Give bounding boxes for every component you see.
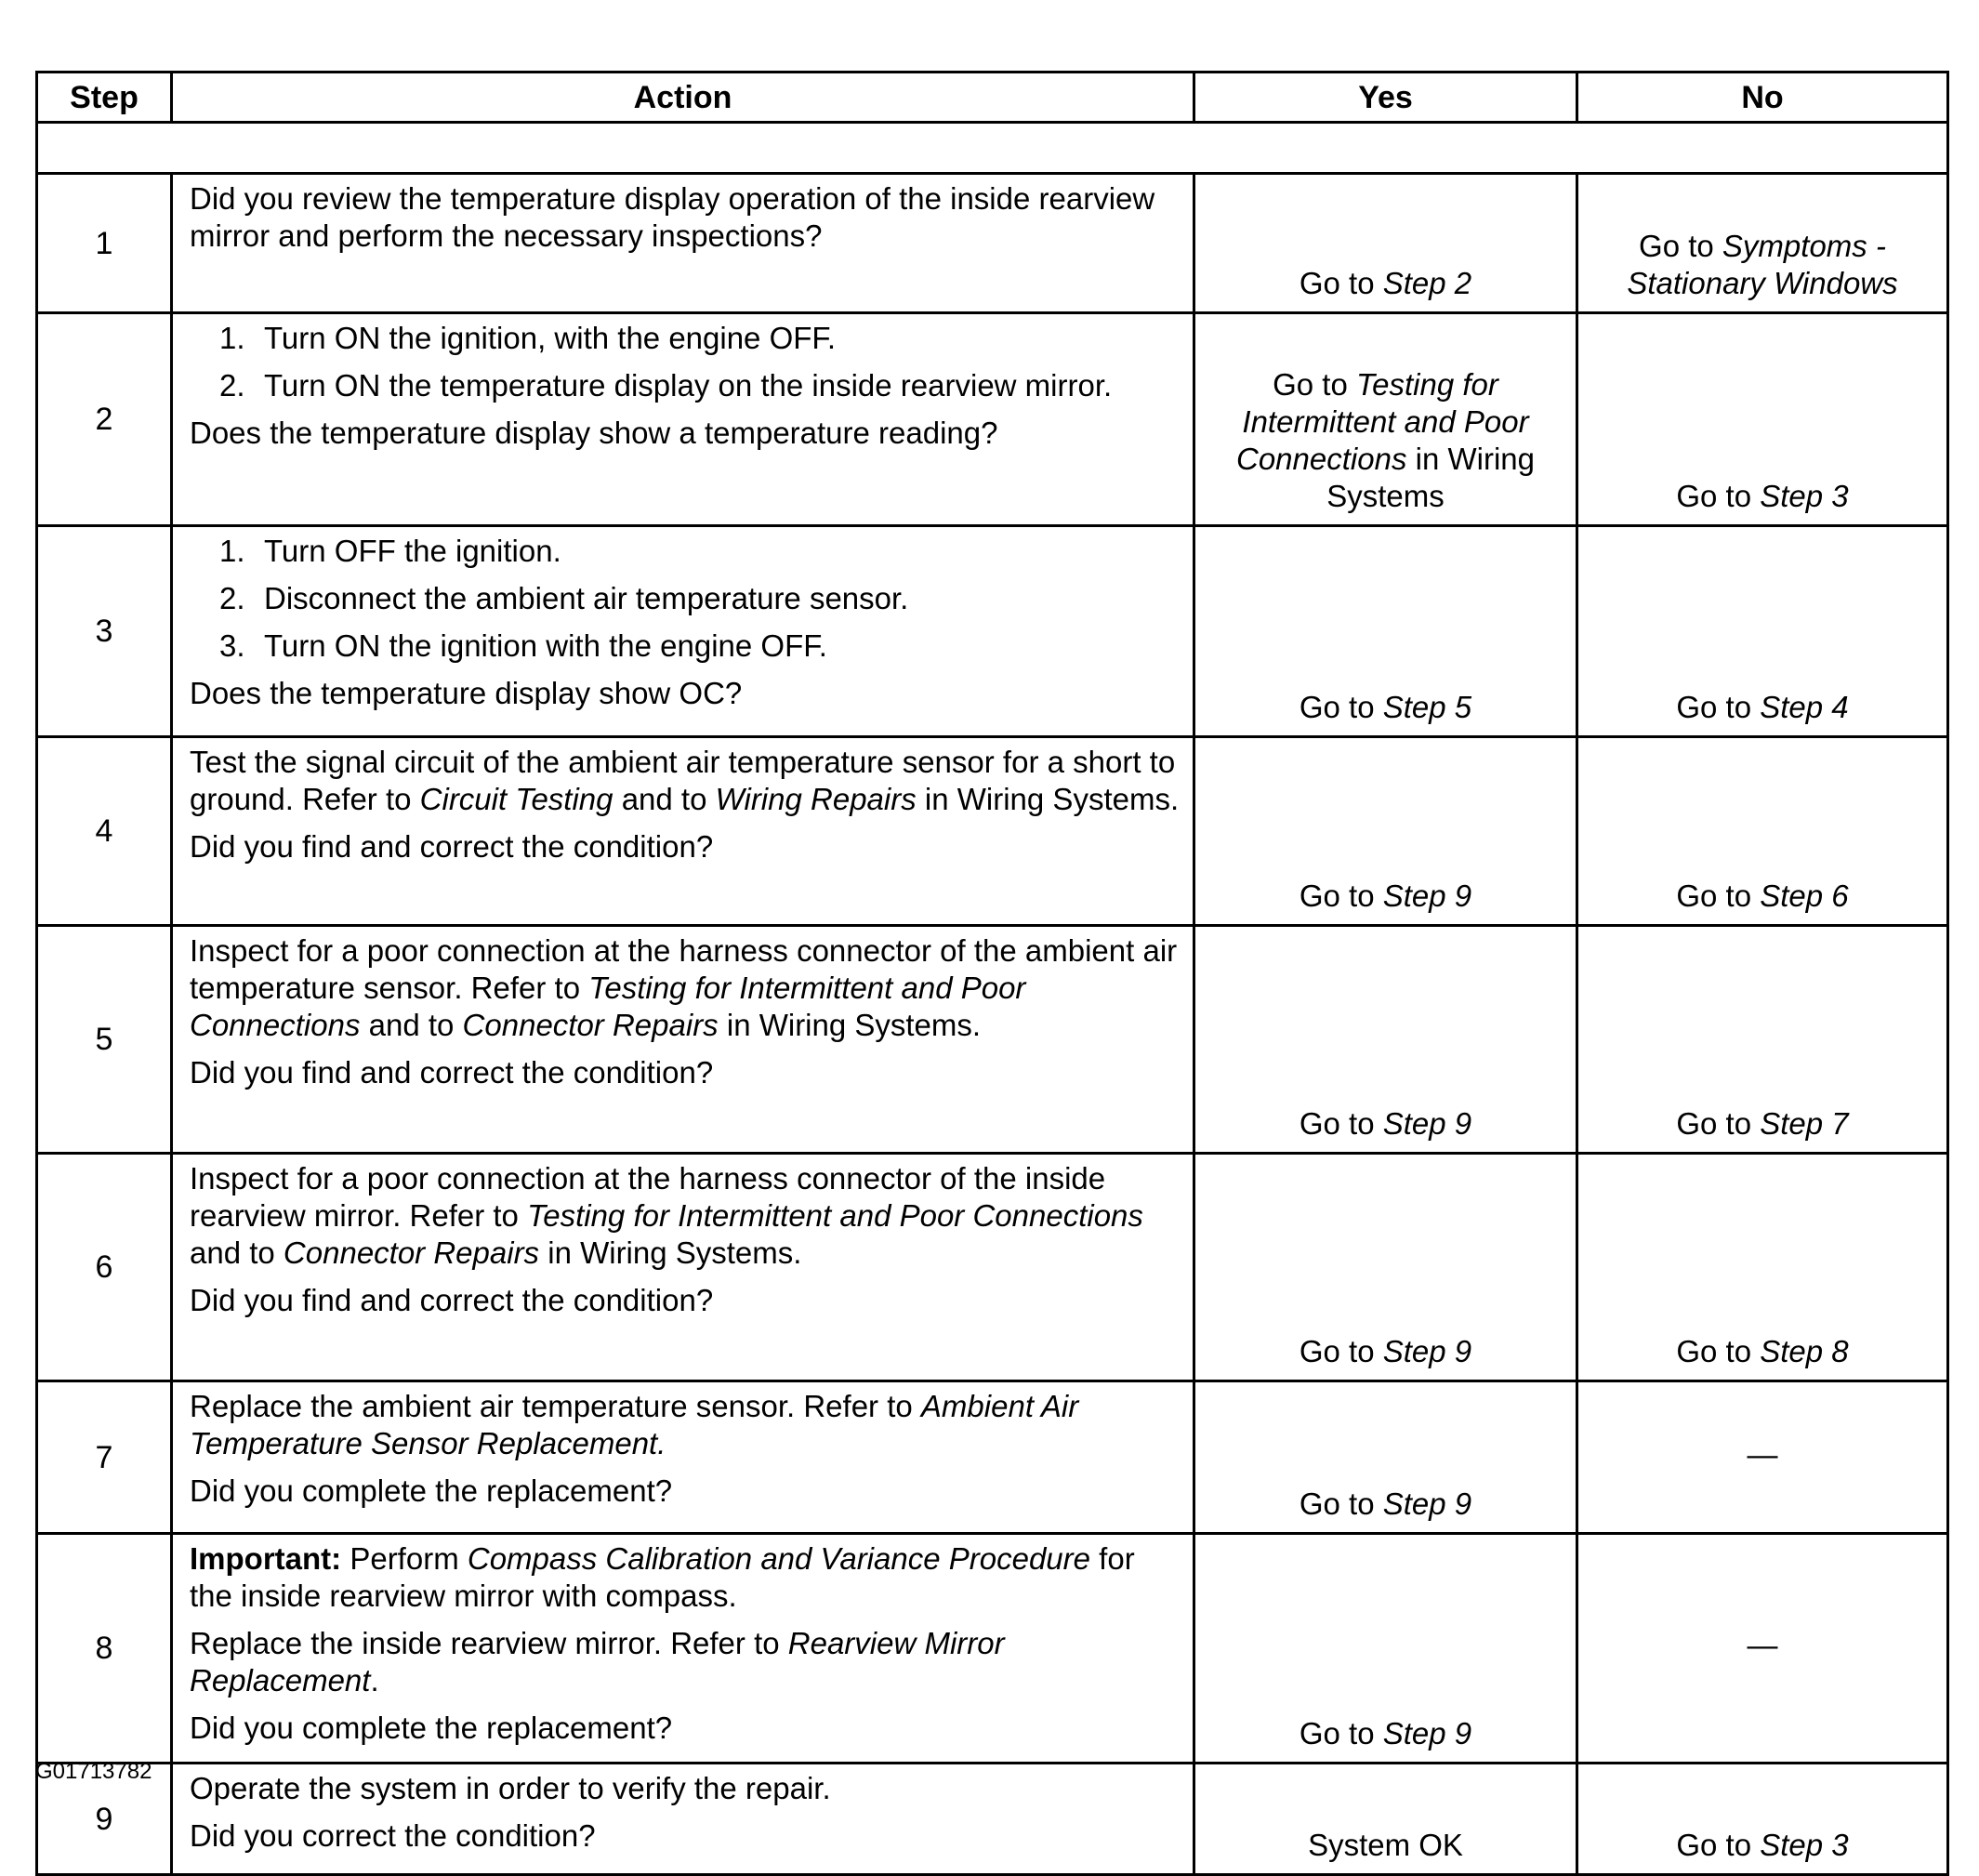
step-number: 1 (37, 174, 172, 313)
action-paragraph (190, 1282, 1180, 1319)
reference-text: Step 9 (1382, 1334, 1472, 1368)
result-text: System OK (1308, 1828, 1463, 1862)
action-text: Replace the inside rearview mirror. Refer to (190, 1626, 788, 1660)
reference-text: Step 9 (1382, 1106, 1472, 1141)
diagnostic-table (35, 71, 1949, 1876)
yes-result (1194, 926, 1577, 1154)
action-paragraph (190, 828, 1180, 865)
action-list-item (190, 628, 1180, 665)
action-text: Test the signal circuit of the ambient air temperature sensor for a short to ground. Refer to (190, 745, 1176, 816)
reference-text: Compass Calibration and Variance Procedure (467, 1541, 1090, 1576)
result-text: Go to (1676, 1106, 1761, 1141)
yes-result (1194, 313, 1577, 526)
result-text: Go to (1676, 1334, 1761, 1368)
yes-result (1194, 737, 1577, 926)
action-paragraph (190, 744, 1180, 818)
action-text: Operate the system in order to verify the repair. (190, 1771, 831, 1805)
table-row (37, 526, 1948, 737)
reference-text: Step 3 (1760, 1828, 1849, 1862)
result-text: Go to (1273, 367, 1356, 402)
action-paragraph (190, 1160, 1180, 1272)
reference-text: Step 9 (1382, 1716, 1472, 1750)
result-text: in Wiring Systems (1326, 442, 1535, 513)
step-number: 5 (37, 926, 172, 1154)
action-text: Did you find and correct the condition? (190, 1055, 714, 1090)
result-text: Go to (1299, 1106, 1383, 1141)
reference-text: Step 5 (1382, 690, 1472, 724)
spacer-row (37, 123, 1948, 174)
reference-text: Step 6 (1760, 879, 1849, 913)
action-cell (172, 1381, 1194, 1534)
reference-text: Testing for Intermittent and Poor Connections (1236, 367, 1529, 476)
list-number: 2. (219, 581, 245, 615)
action-paragraph (190, 415, 1180, 452)
reference-text: Step 3 (1760, 479, 1849, 513)
yes-result (1194, 1381, 1577, 1534)
action-text: Did you complete the replacement? (190, 1473, 673, 1508)
no-result (1577, 926, 1948, 1154)
action-text: Did you complete the replacement? (190, 1711, 673, 1745)
yes-result (1194, 1154, 1577, 1381)
list-number: 3. (219, 628, 245, 663)
result-text: Go to (1299, 1716, 1383, 1750)
action-paragraph (190, 1540, 1180, 1615)
action-paragraph (190, 1770, 1180, 1807)
table-body (37, 123, 1948, 1875)
action-text: Replace the ambient air temperature sensor. Refer to (190, 1389, 921, 1423)
list-number: 1. (219, 321, 245, 355)
list-number: 2. (219, 368, 245, 403)
action-text: Does the temperature display show OC? (190, 676, 743, 710)
action-text: Turn OFF the ignition. (264, 534, 561, 568)
result-text: Go to (1676, 879, 1761, 913)
action-paragraph (190, 1473, 1180, 1510)
yes-result (1194, 174, 1577, 313)
action-list-item (190, 580, 1180, 617)
header-step: Step (37, 73, 172, 123)
table-row (37, 313, 1948, 526)
step-number: 6 (37, 1154, 172, 1381)
reference-text: Step 9 (1382, 1486, 1472, 1521)
reference-text: Rearview Mirror Replacement (190, 1626, 1005, 1698)
action-text: Did you review the temperature display operation of the inside rearview mirror and perform the necessary inspections? (190, 181, 1155, 253)
no-result (1577, 526, 1948, 737)
table-row (37, 1381, 1948, 1534)
action-text: Inspect for a poor connection at the harness connector of the ambient air temperature sensor. Refer to (190, 933, 1178, 1005)
reference-text: Symptoms - Stationary Windows (1627, 229, 1898, 300)
result-text: Go to (1299, 266, 1383, 300)
result-text: Go to (1299, 1486, 1383, 1521)
yes-result (1194, 526, 1577, 737)
result-text: — (1747, 1436, 1778, 1472)
reference-text: Step 9 (1382, 879, 1472, 913)
spacer-cell (37, 123, 1948, 174)
action-cell (172, 737, 1194, 926)
action-text: Turn ON the ignition, with the engine OFF. (264, 321, 837, 355)
step-number: 4 (37, 737, 172, 926)
action-text: Turn ON the temperature display on the inside rearview mirror. (264, 368, 1113, 403)
result-text: — (1747, 1628, 1778, 1662)
step-number: 8 (37, 1534, 172, 1764)
reference-text: Wiring Repairs (715, 782, 917, 816)
reference-text: Step 7 (1760, 1106, 1849, 1141)
table-row (37, 174, 1948, 313)
action-text: and to (613, 782, 716, 816)
reference-text: Step 4 (1760, 690, 1849, 724)
reference-text: Step 2 (1382, 266, 1472, 300)
action-paragraph (190, 932, 1180, 1044)
table-row (37, 1764, 1948, 1875)
yes-result (1194, 1534, 1577, 1764)
step-number: 2 (37, 313, 172, 526)
action-text: . (370, 1663, 379, 1698)
action-text: in Wiring Systems. (718, 1008, 982, 1042)
no-result (1577, 313, 1948, 526)
action-paragraph (190, 1054, 1180, 1091)
no-result (1577, 1764, 1948, 1875)
header-yes: Yes (1194, 73, 1577, 123)
action-paragraph (190, 1625, 1180, 1699)
step-number: 3 (37, 526, 172, 737)
action-cell (172, 926, 1194, 1154)
action-text: and to (190, 1235, 284, 1270)
action-list-item (190, 367, 1180, 404)
result-text: Go to (1676, 479, 1761, 513)
action-text: in Wiring Systems. (916, 782, 1180, 816)
no-result (1577, 1534, 1948, 1764)
yes-result (1194, 1764, 1577, 1875)
action-cell (172, 174, 1194, 313)
action-paragraph (190, 675, 1180, 712)
reference-text: Testing for Intermittent and Poor Connections (190, 971, 1026, 1042)
action-cell (172, 1534, 1194, 1764)
reference-text: Testing for Intermittent and Poor Connections (527, 1198, 1143, 1233)
action-text: Perform (341, 1541, 468, 1576)
action-text: for the inside rearview mirror with compass. (190, 1541, 1135, 1613)
result-text: Go to (1299, 1334, 1383, 1368)
action-text: Does the temperature display show a temperature reading? (190, 416, 998, 450)
header-no: No (1577, 73, 1948, 123)
action-text: in Wiring Systems. (539, 1235, 802, 1270)
action-cell (172, 526, 1194, 737)
action-text: Turn ON the ignition with the engine OFF. (264, 628, 827, 663)
figure-id: G01713782 (35, 1759, 152, 1784)
result-text: Go to (1676, 690, 1761, 724)
action-list-item (190, 533, 1180, 570)
action-cell (172, 1154, 1194, 1381)
step-number: 7 (37, 1381, 172, 1534)
reference-text: Connector Repairs (283, 1235, 540, 1270)
action-paragraph (190, 180, 1180, 255)
action-text: Did you find and correct the condition? (190, 829, 714, 864)
reference-text: Step 8 (1760, 1334, 1849, 1368)
result-text: Go to (1676, 1828, 1761, 1862)
header-row (37, 73, 1948, 123)
action-text: Did you find and correct the condition? (190, 1283, 714, 1317)
list-number: 1. (219, 534, 245, 568)
table-row (37, 1534, 1948, 1764)
action-paragraph (190, 1817, 1180, 1855)
no-result (1577, 1381, 1948, 1534)
table-row (37, 926, 1948, 1154)
action-cell (172, 313, 1194, 526)
result-text: Go to (1639, 229, 1722, 263)
action-text: Disconnect the ambient air temperature sensor. (264, 581, 909, 615)
bold-text: Important: (190, 1541, 342, 1576)
action-text: and to (360, 1008, 463, 1042)
table-row (37, 1154, 1948, 1381)
no-result (1577, 1154, 1948, 1381)
header-action: Action (172, 73, 1194, 123)
reference-text: Ambient Air Temperature Sensor Replacement. (190, 1389, 1079, 1460)
action-paragraph (190, 1388, 1180, 1462)
reference-text: Circuit Testing (419, 782, 613, 816)
reference-text: Connector Repairs (462, 1008, 719, 1042)
step-number: 9 (37, 1764, 172, 1875)
table-row (37, 737, 1948, 926)
result-text: Go to (1299, 690, 1383, 724)
no-result (1577, 174, 1948, 313)
action-list-item (190, 320, 1180, 357)
result-text: Go to (1299, 879, 1383, 913)
action-text: Inspect for a poor connection at the harness connector of the inside rearview mirror. Refer to (190, 1161, 1106, 1233)
action-cell (172, 1764, 1194, 1875)
no-result (1577, 737, 1948, 926)
action-text: Did you correct the condition? (190, 1818, 596, 1853)
action-paragraph (190, 1710, 1180, 1747)
